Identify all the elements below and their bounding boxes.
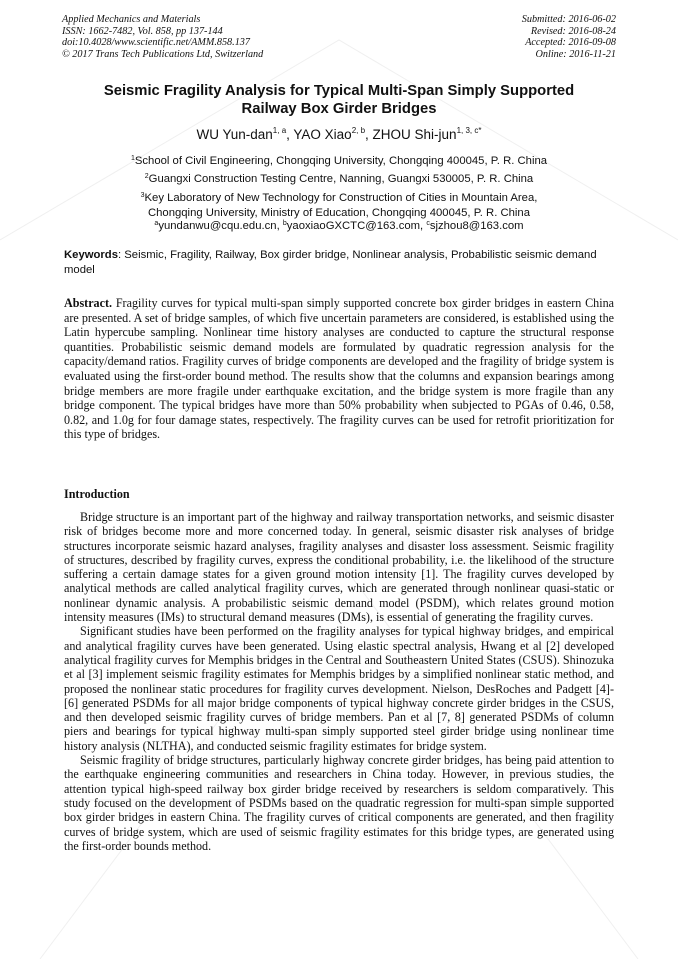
affiliation bbox=[40, 188, 638, 206]
email-mark: c bbox=[426, 220, 430, 227]
keywords-label: Keywords bbox=[64, 249, 118, 261]
author-name: YAO Xiao bbox=[293, 127, 352, 142]
abstract-section bbox=[64, 296, 614, 442]
journal-doi: doi:10.4028/www.scientific.net/AMM.858.137 bbox=[62, 37, 250, 49]
paragraph: Bridge structure is an important part of the highway and railway transportation networks, and seismic disaster risk of bridges become more and more concerned today. In general, seismic disaster risk analyses of bridge structures incorporate seismic hazard analyses, fragility analyses and disaster loss assessment. Seismic fragility of structures, described by fragility curves, express the conditional probability, i.e. the likelihood of the structure suffering a certain damage states for a given ground motion intensity [1]. The fragility curves developed by analytical methods are called analytical fragility curves, which are generated through nonlinear quasi-static or nonlinear dynamic analysis. A probabilistic seismic demand model (PSDM), which relates ground motion intensity measures (IMs) to structural demand measures (DMs), is essential of generating the fragility curves. bbox=[64, 510, 614, 625]
submitted-date: Submitted: 2016-06-02 bbox=[521, 14, 616, 25]
affiliation-mark: 1 bbox=[130, 155, 135, 162]
affiliation-text: School of Civil Engineering, Chongqing University, Chongqing 400045, P. R. China bbox=[134, 155, 548, 167]
journal-copyright: © 2017 Trans Tech Publications Ltd, Switzerland bbox=[62, 48, 264, 60]
online-date: Online: 2016-11-21 bbox=[535, 48, 616, 60]
email-link[interactable]: yundanwu@cqu.edu.cn, bbox=[158, 220, 283, 232]
title-line-2: Railway Box Girder Bridges bbox=[241, 101, 437, 117]
abstract-text: Fragility curves for typical multi-span simply supported concrete box girder bridges in eastern China are presented. A set of bridge samples, of which five uncertain parameters are considered, is established using the Latin hypercube sampling. Nonlinear time history analyses are conducted to capture the structural response quantities. Probabilistic seismic demand models are formulated by quadratic regression analysis for the capacity/demand ratios. Fragility curves of bridge components are developed and the fragility of bridge system is evaluated using the first-order bound method. The results show that the columns and expansion bearings among bridge members are more fragile under earthquake excitation, and the bridge system is more fragile than any bridge component. The typical bridges have more than 50% probability when subjected to PGAs of 0.46, 0.58, 0.82, and 1.0g for four damage states, respectively. The fragility curves can be used for retrofit prioritization for this type of bridges. bbox=[64, 296, 614, 442]
journal-info bbox=[62, 14, 263, 60]
journal-issn: ISSN: 1662-7482, Vol. 858, pp 137-144 bbox=[62, 25, 223, 37]
affiliation-list bbox=[40, 151, 638, 222]
author-affiliation-mark: 2, b bbox=[351, 126, 366, 135]
author-emails bbox=[40, 217, 638, 233]
affiliation-text: Guangxi Construction Testing Centre, Nanning, Guangxi 530005, P. R. China bbox=[148, 173, 534, 186]
author-affiliation-mark: 1, 3, c* bbox=[456, 126, 482, 135]
introduction-heading: Introduction bbox=[64, 487, 130, 501]
affiliation-text: Chongqing University, Ministry of Education, Chongqing 400045, P. R. China bbox=[147, 207, 530, 220]
email-mark: a bbox=[154, 220, 159, 227]
revised-date: Revised: 2016-08-24 bbox=[530, 25, 616, 37]
affiliation-mark: 3 bbox=[140, 191, 145, 199]
keywords-section bbox=[64, 248, 614, 277]
author-name: ZHOU Shi-jun bbox=[372, 127, 457, 142]
journal-header bbox=[62, 14, 616, 60]
paragraph: Significant studies have been performed on the fragility analyses for typical highway bridges, and empirical and analytical fragility curves have been generated. Using elastic spectral analysis, Hwang et al [2] developed analytical fragility curves for Memphis bridges in the Central and Southeastern United States (CSUS). Shinozuka et al [3] implement seismic fragility estimates for Memphis bridges by a simplified nonlinear static method, and proposed the nonlinear static procedures for fragility curves development. Nielson, DesRoches and Padgett [4]-[6] generated PSDMs for all major bridge components of typical highway concrete girder bridges in the CSUS, and then developed seismic fragility curves of bridge members. Pan et al [7, 8] generated PSDMs of column piers and bearings for typical highway multi-span simply supported steel girder bridge using nonlinear time history analysis (NLTHA), and conducted seismic fragility estimates for bridge system. bbox=[64, 624, 614, 753]
author-affiliation-mark: 1, a bbox=[272, 126, 287, 135]
email-link[interactable]: yaoxiaoGXCTC@163.com, bbox=[286, 220, 427, 232]
affiliation bbox=[40, 169, 638, 187]
author-name: WU Yun-dan bbox=[196, 127, 273, 142]
journal-name: Applied Mechanics and Materials bbox=[62, 14, 201, 25]
affiliation-text: Key Laboratory of New Technology for Construction of Cities in Mountain Area, bbox=[144, 191, 538, 204]
paper-title bbox=[62, 82, 616, 118]
submission-dates bbox=[522, 14, 616, 60]
email-link[interactable]: sjzhou8@163.com bbox=[429, 220, 524, 232]
introduction-body bbox=[64, 510, 614, 853]
email-mark: b bbox=[282, 220, 287, 227]
affiliation bbox=[40, 151, 638, 169]
affiliation-mark: 2 bbox=[144, 173, 149, 181]
abstract-label: Abstract. bbox=[64, 296, 113, 310]
accepted-date: Accepted: 2016-09-08 bbox=[525, 37, 616, 49]
title-line-1: Seismic Fragility Analysis for Typical Multi-Span Simply Supported bbox=[103, 83, 575, 99]
paragraph: Seismic fragility of bridge structures, particularly highway concrete girder bridges, has being paid attention to the earthquake engineering communities and researchers in China today. However, in previous studies, the attention typical high-speed railway box girder bridge received by researchers is seldom comparatively. This study focused on the development of PSDMs based on the quadratic regression for multi-span simple supported box girder bridges in eastern China. The fragility curves of critical components are generated, and then fragility curves of bridge system, which are used of seismic fragility estimates for this bridge types, are generated using the first-order bounds method. bbox=[64, 753, 614, 853]
keywords-text: : Seismic, Fragility, Railway, Box girder bridge, Nonlinear analysis, Probabilistic seismic demand model bbox=[64, 249, 597, 276]
author-list: WU Yun-dan$^{1, a}$, YAO Xiao$^{2, b}$, ZHOU Shi-jun$^{1, 3, c*}$ bbox=[196, 126, 482, 142]
